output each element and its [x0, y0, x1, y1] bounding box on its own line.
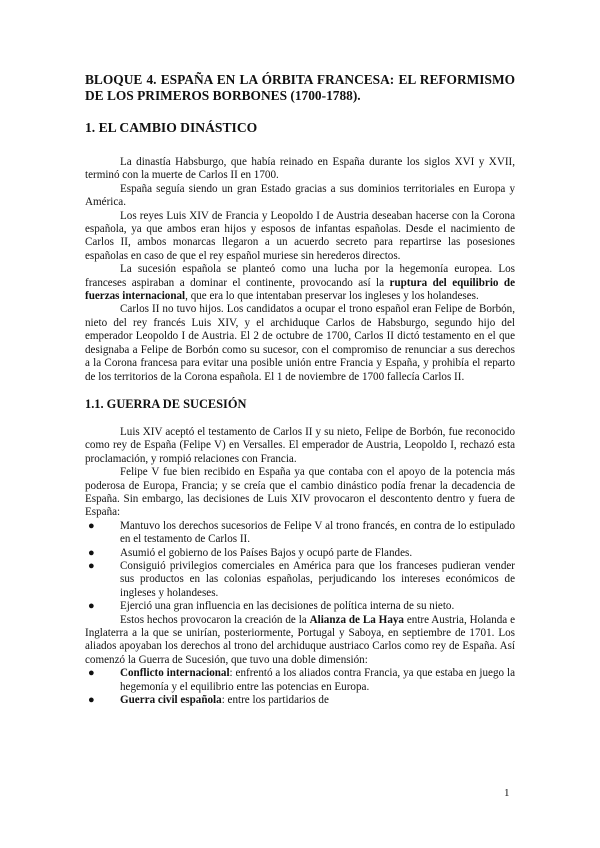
paragraph-alianza-bold: Alianza de La Haya: [309, 613, 404, 626]
bullet-icon: ●: [88, 667, 95, 680]
list-item-text: : entre los partidarios de: [221, 694, 329, 707]
bullet-icon: ●: [88, 546, 95, 559]
paragraph-habsburgo: La dinastía Habsburgo, que había reinado en España durante los siglos XVI y XVII, terminó con la muerte de Carlos II en 1700.: [85, 156, 515, 182]
section-title-cambio-dinastico: 1. EL CAMBIO DINÁSTICO: [85, 120, 258, 135]
bullet-icon: ●: [88, 600, 95, 613]
list-item: [85, 520, 515, 547]
paragraph-alianza-text-b: entre Austria, Holanda e Inglaterra a la que se unirían, posteriormente, Portugal y Saboya, en septiembre de 1701. Los aliados apoyaban los derechos al trono del archiduque austriaco Carlos como rey de España. Así comenzó la Guerra de Sucesión, que tuvo una doble dimensión:: [85, 613, 516, 666]
list-item-text: Mantuvo los derechos sucesorios de Felipe V al trono francés, en contra de lo estipulado en el testamento de Carlos II.: [120, 519, 515, 546]
list-item-text: : enfrentó a los aliados contra Francia, ya que estaba en juego la hegemonía y el equilibrio entre las potencias en Europa.: [120, 667, 515, 693]
bullet-list-dimension: [85, 667, 515, 707]
list-item-text: Ejerció una gran influencia en las decisiones de política interna de su nieto.: [120, 600, 455, 613]
paragraph-alianza-text-a: Estos hechos provocaron la creación de la: [120, 613, 310, 626]
paragraph-reyes: Los reyes Luis XIV de Francia y Leopoldo I de Austria deseaban hacerse con la Corona española, ya que ambos eran hijos y esposos de infantas españolas. Desde el nacimiento de Carlos II, ambos monarcas llegaron a un acuerdo secreto para repartirse las posesiones españolas en caso de que el rey español muriese sin herederos directos.: [85, 209, 515, 262]
paragraph-luis-xiv: Luis XIV aceptó el testamento de Carlos II y su nieto, Felipe de Borbón, fue reconocido como rey de España (Felipe V) en Versalles. El emperador de Austria, Leopoldo I, rechazó esta proclamación, y rompió relaciones con Francia.: [85, 425, 515, 465]
list-item-bold: Conflicto internacional: [120, 667, 230, 680]
list-item-bold: Guerra civil española: [120, 694, 222, 707]
paragraph-sucesion-text-b: , que era lo que intentaban preservar los ingleses y los holandeses.: [185, 290, 479, 303]
list-item-text: Consiguió privilegios comerciales en América para que los franceses pudieran vender sus productos en las colonias españolas, perjudicando los intereses económicos de ingleses y holandeses.: [120, 559, 515, 599]
bullet-icon: ●: [88, 694, 95, 707]
list-item: [85, 560, 515, 600]
bullet-list-decisiones: [85, 520, 515, 614]
list-item-text: Asumió el gobierno de los Países Bajos y ocupó parte de Flandes.: [120, 546, 413, 559]
paragraph-sucesion-bold: ruptura del equilibrio de fuerzas internacional: [85, 276, 516, 303]
list-item: [85, 600, 515, 613]
paragraph-felipe-v: Felipe V fue bien recibido en España ya que contaba con el apoyo de la potencia más poderosa de Europa, Francia; y se creía que el cambio dinástico podía frenar la decadencia de España. Sin embargo, las decisiones de Luis XIV provocaron el descontento dentro y fuera de España:: [85, 466, 515, 519]
subsection-title-guerra-sucesion: 1.1. GUERRA DE SUCESIÓN: [85, 396, 247, 411]
bullet-icon: ●: [88, 519, 95, 532]
bullet-icon: ●: [88, 559, 95, 572]
list-item: [85, 667, 515, 694]
list-item: [85, 694, 515, 707]
list-item: [85, 547, 515, 560]
paragraph-sucesion-text-a: La sucesión española se planteó como una lucha por la hegemonía europea. Los franceses aspiraban a dominar el continente, provocando así la: [85, 263, 515, 289]
paragraph-gran-estado: España seguía siendo un gran Estado gracias a sus dominios territoriales en Europa y América.: [85, 182, 515, 209]
paragraph-candidatos: Carlos II no tuvo hijos. Los candidatos a ocupar el trono español eran Felipe de Borbón, nieto del rey francés Luis XIV, y el archiduque Carlos de Habsburgo, segundo hijo del emperador Leopoldo I de Austria. El 2 de octubre de 1700, Carlos II dictó testamento en el que designaba a Felipe de Borbón como su sucesor, con el compromiso de renunciar a sus derechos a la Corona francesa para evitar una posible unión entre Francia y España, y prohibía el reparto de los territorios de la Corona española. El 1 de noviembre de 1700 fallecía Carlos II.: [85, 303, 515, 383]
document-body: [85, 72, 515, 707]
paragraph-sucesion: [85, 263, 515, 303]
paragraph-alianza: [85, 614, 515, 668]
page-number: 1: [504, 787, 510, 799]
main-title: BLOQUE 4. ESPAÑA EN LA ÓRBITA FRANCESA: EL REFORMISMO DE LOS PRIMEROS BORBONES (1700-1788).: [85, 72, 515, 103]
